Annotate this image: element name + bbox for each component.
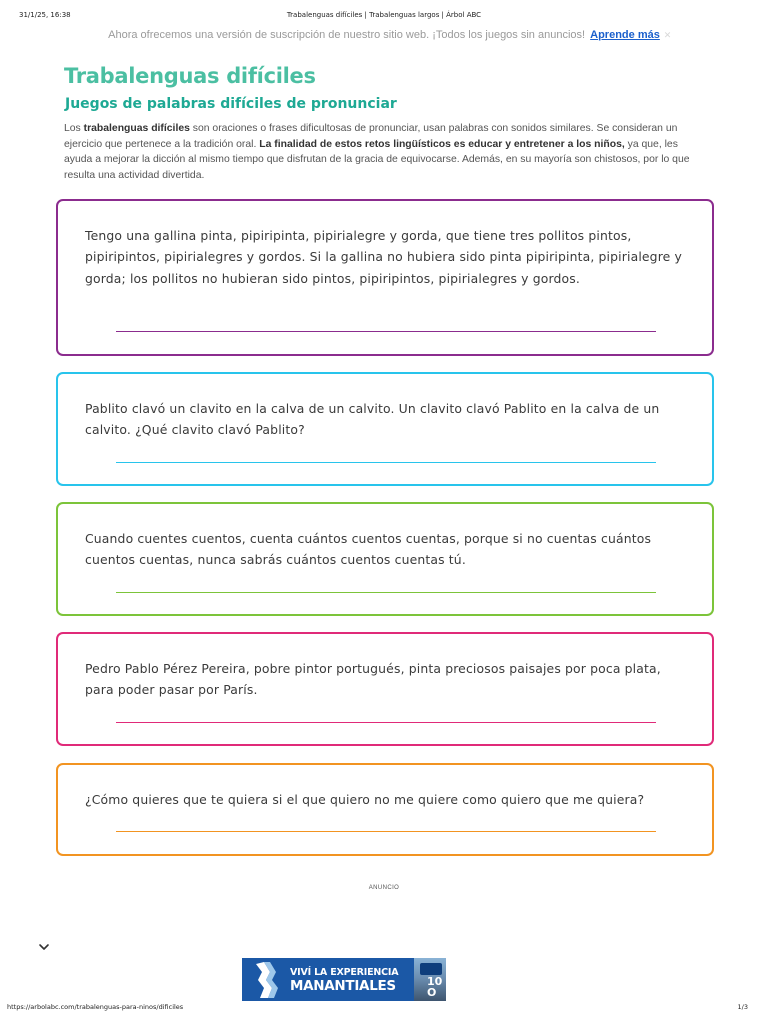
- print-url: https://arbolabc.com/trabalenguas-para-ninos/dificiles: [7, 1003, 184, 1011]
- intro-text: son oraciones o frases dificultosas de pronunciar, usan palabras con sonidos similares. Se consideran un ejercicio que pertenece a la tradición oral.: [64, 123, 678, 150]
- print-footer: [0, 1003, 768, 1013]
- card-divider: [116, 331, 656, 332]
- subscription-banner: [0, 29, 768, 41]
- card-divider: [116, 462, 656, 463]
- tongue-twister-card: [56, 502, 714, 616]
- ad-label: ANUNCIO: [368, 885, 400, 891]
- tongue-twister-card: [56, 763, 714, 856]
- page-title: Trabalenguas difíciles: [64, 64, 316, 88]
- learn-more-link[interactable]: Aprende más: [590, 29, 660, 41]
- tongue-twister-text: Pablito clavó un clavito en la calva de un calvito. Un clavito clavó Pablito en la calva de un calvito. ¿Qué clavito clavó Pablito?: [85, 401, 660, 438]
- print-header: [0, 11, 768, 23]
- intro-text: Los: [64, 123, 84, 134]
- ad-badge: [420, 963, 442, 975]
- print-page-number: 1/3: [737, 1003, 748, 1011]
- ad-digits: 10 O: [427, 975, 443, 999]
- card-divider: [116, 592, 656, 593]
- tongue-twister-text: Cuando cuentes cuentos, cuenta cuántos cuentos cuentas, porque si no cuentas cuántos cuentos cuentas, nunca sabrás cuántos cuentos cuentas tú.: [85, 531, 652, 568]
- card-divider: [116, 831, 656, 832]
- intro-bold-purpose: La finalidad de estos retos lingüísticos es educar y entretener a los niños,: [259, 138, 625, 150]
- ad-brand-name: MANANTIALES: [290, 978, 396, 994]
- chevron-down-icon[interactable]: [37, 940, 51, 954]
- print-datetime: 31/1/25, 16:38: [19, 11, 71, 19]
- tongue-twister-card: [56, 372, 714, 486]
- close-icon[interactable]: ✕: [663, 30, 672, 40]
- banner-text: Ahora ofrecemos una versión de suscripción de nuestro sitio web. ¡Todos los juegos sin anuncios!: [108, 29, 586, 41]
- ad-headline: VIVÍ LA EXPERIENCIA: [290, 967, 399, 978]
- intro-paragraph: [64, 121, 694, 183]
- tongue-twister-card: [56, 632, 714, 746]
- card-divider: [116, 722, 656, 723]
- ad-banner[interactable]: [242, 958, 446, 1001]
- brand-logo-icon: [250, 958, 284, 1001]
- tongue-twister-text: Tengo una gallina pinta, pipiripinta, pipirialegre y gorda, que tiene tres pollitos pintos, pipiripintos, pipirialegres y gordos. Si la gallina no hubiera sido pinta pipiripinta, pipirialegre y gorda; los pollitos no hubieran sido pintos, pipiripintos, pipirialegres y gordos.: [85, 228, 683, 286]
- intro-text: ya que, les ayuda a mejorar la dicción al mismo tiempo que disfrutan de la gracia de equivocarse. Además, en su mayoría son chistosos, por lo que resulta una actividad divertida.: [64, 138, 690, 181]
- tongue-twister-text: ¿Cómo quieres que te quiera si el que quiero no me quiere como quiero que me quiera?: [85, 792, 645, 807]
- intro-bold-term: trabalenguas difíciles: [83, 123, 190, 134]
- tongue-twister-card: [56, 199, 714, 356]
- page-subtitle: Juegos de palabras difíciles de pronunciar: [65, 96, 397, 112]
- print-page-title: Trabalenguas difíciles | Trabalenguas largos | Árbol ABC: [286, 11, 482, 19]
- tongue-twister-text: Pedro Pablo Pérez Pereira, pobre pintor portugués, pinta preciosos paisajes por poca plata, para poder pasar por París.: [85, 661, 661, 698]
